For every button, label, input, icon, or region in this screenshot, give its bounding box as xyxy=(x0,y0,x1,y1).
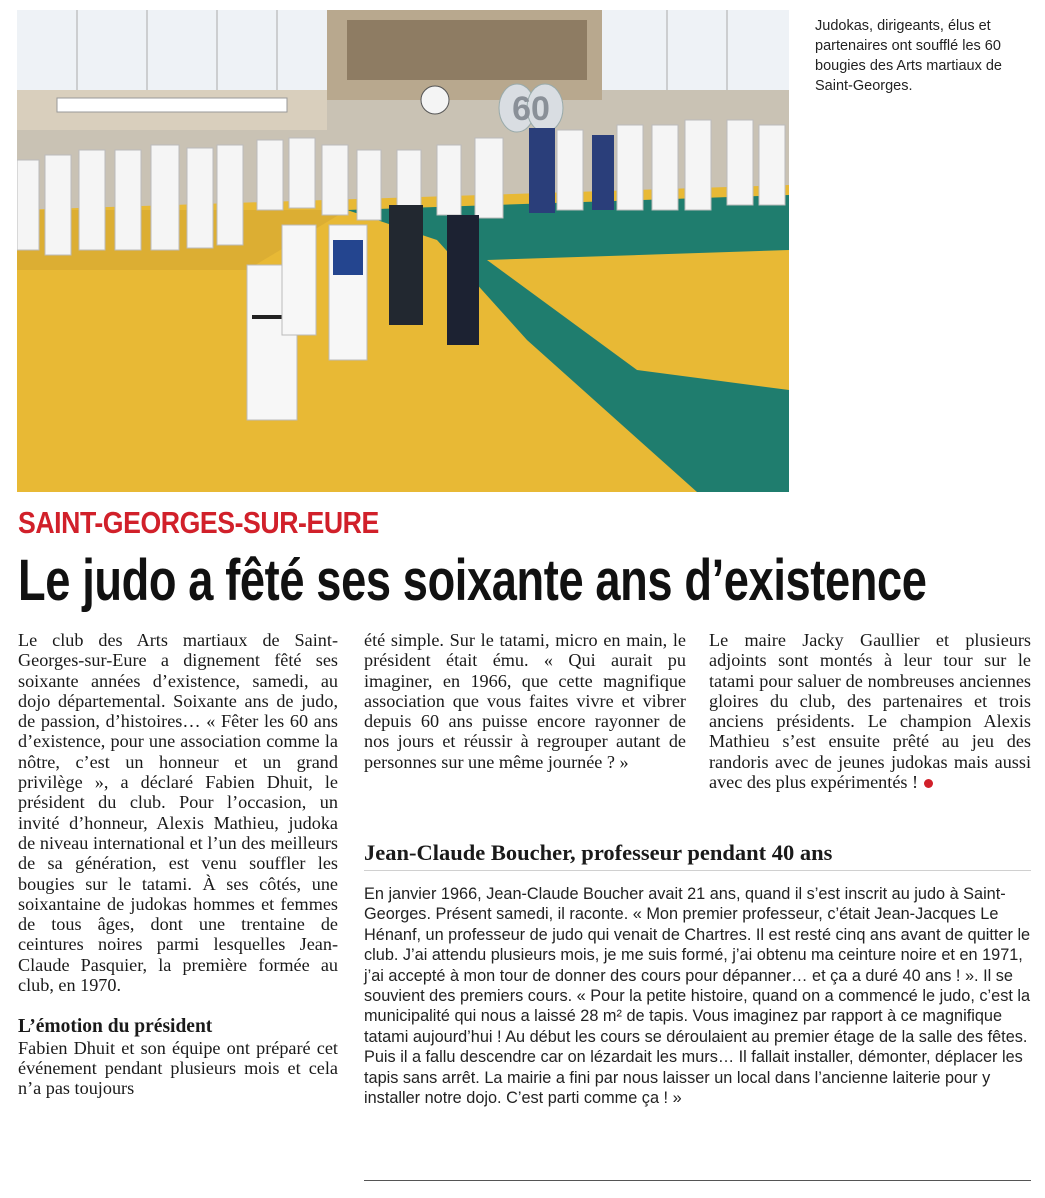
box-divider-bottom xyxy=(364,1180,1031,1181)
box-title: Jean-Claude Boucher, professeur pendant 40 ans xyxy=(364,840,833,865)
article-headline: Le judo a fêté ses soixante ans d’existence xyxy=(18,548,927,613)
box-divider-top xyxy=(364,870,1031,871)
column-1-paragraph-2: Fabien Dhuit et son équipe ont préparé cet événement pendant plusieurs mois et cela n’a pas toujours xyxy=(18,1037,338,1099)
column-3-paragraph xyxy=(709,630,1031,792)
article-column-2 xyxy=(364,630,686,772)
balloon-number: 60 xyxy=(512,90,550,128)
end-of-article-dot-icon xyxy=(924,779,933,788)
article-photo xyxy=(17,10,789,492)
article-subhead: L’émotion du président xyxy=(18,1016,213,1038)
column-3-text: Le maire Jacky Gaullier et plusieurs adjoints sont montés à leur tour sur le tatami pour saluer de nombreuses anciennes gloires du club, des partenaires et trois anciens présidents. Le champion Alexis Mathieu s’est ensuite prêté au jeu des randoris avec de jeunes judokas mais aussi avec des plus expérimentés ! xyxy=(709,630,1031,793)
photo-caption: Judokas, dirigeants, élus et partenaires ont soufflé les 60 bougies des Arts martiaux de Saint-Georges. xyxy=(815,18,1002,94)
column-2-paragraph: été simple. Sur le tatami, micro en main, le président était ému. « Qui aurait pu imaginer, en 1966, que cette magnifique association que vous faites vivre et vibrer depuis 60 ans puisse encore rayonner de nos jours et réussir à regrouper autant de personnes sur une même journée ? » xyxy=(364,630,686,772)
dojo-scene-illustration xyxy=(17,10,789,492)
article-column-3 xyxy=(709,630,1031,792)
article-column-1 xyxy=(18,630,338,1099)
box-text: En janvier 1966, Jean-Claude Boucher avait 21 ans, quand il s’est inscrit au judo à Saint-Georges. Présent samedi, il raconte. « Mon premier professeur, c’était Jean-Jacques Le Hénanf, un professeur de judo qui venait de Chartres. Il est resté cinq ans avant de quitter le club. J’ai attendu plusieurs mois, je me suis formé, j’ai obtenu ma ceinture noire et en 1971, j’ai accepté à mon tour de donner des cours pour dépanner… et ça a duré 40 ans ! ». Il se souvient des premiers cours. « Pour la petite histoire, quand on a commencé le judo, c’est la municipalité qui nous a laissé 28 m² de tapis. Vous imaginez par rapport à ce magnifique tatami aujourd’hui ! Au début les cours se déroulaient au premier étage de la salle des fêtes. Puis il a fallu descendre car on lézardait les murs… Il fallait installer, démonter, déplacer les tapis sans arrêt. La mairie a fini par nous laisser un local dans l’ancienne laiterie pour y installer notre dojo. C’est parti comme ça ! » xyxy=(364,885,1031,1108)
column-1-paragraph: Le club des Arts martiaux de Saint-Georges-sur-Eure a dignement fêté ses soixante années d’existence, samedi, au dojo départemental. Soixante ans de judo, de passion, d’histoires… « Fêter les 60 ans d’existence, pour une association comme la nôtre, c’est un honneur et un grand privilège », a déclaré Fabien Dhuit, le président du club. Pour l’occasion, un invité d’honneur, Alexis Mathieu, judoka de niveau international et l’un des meilleurs de sa génération, est venu souffler les bougies sur le tatami. À ses côtés, une soixantaine de judokas hommes et femmes de tous âges, dont une trentaine de ceintures noires parmi lesquelles Jean-Claude Pasquier, la première formée au club, en 1970. xyxy=(18,630,338,996)
article-kicker: SAINT-GEORGES-SUR-EURE xyxy=(18,505,379,540)
